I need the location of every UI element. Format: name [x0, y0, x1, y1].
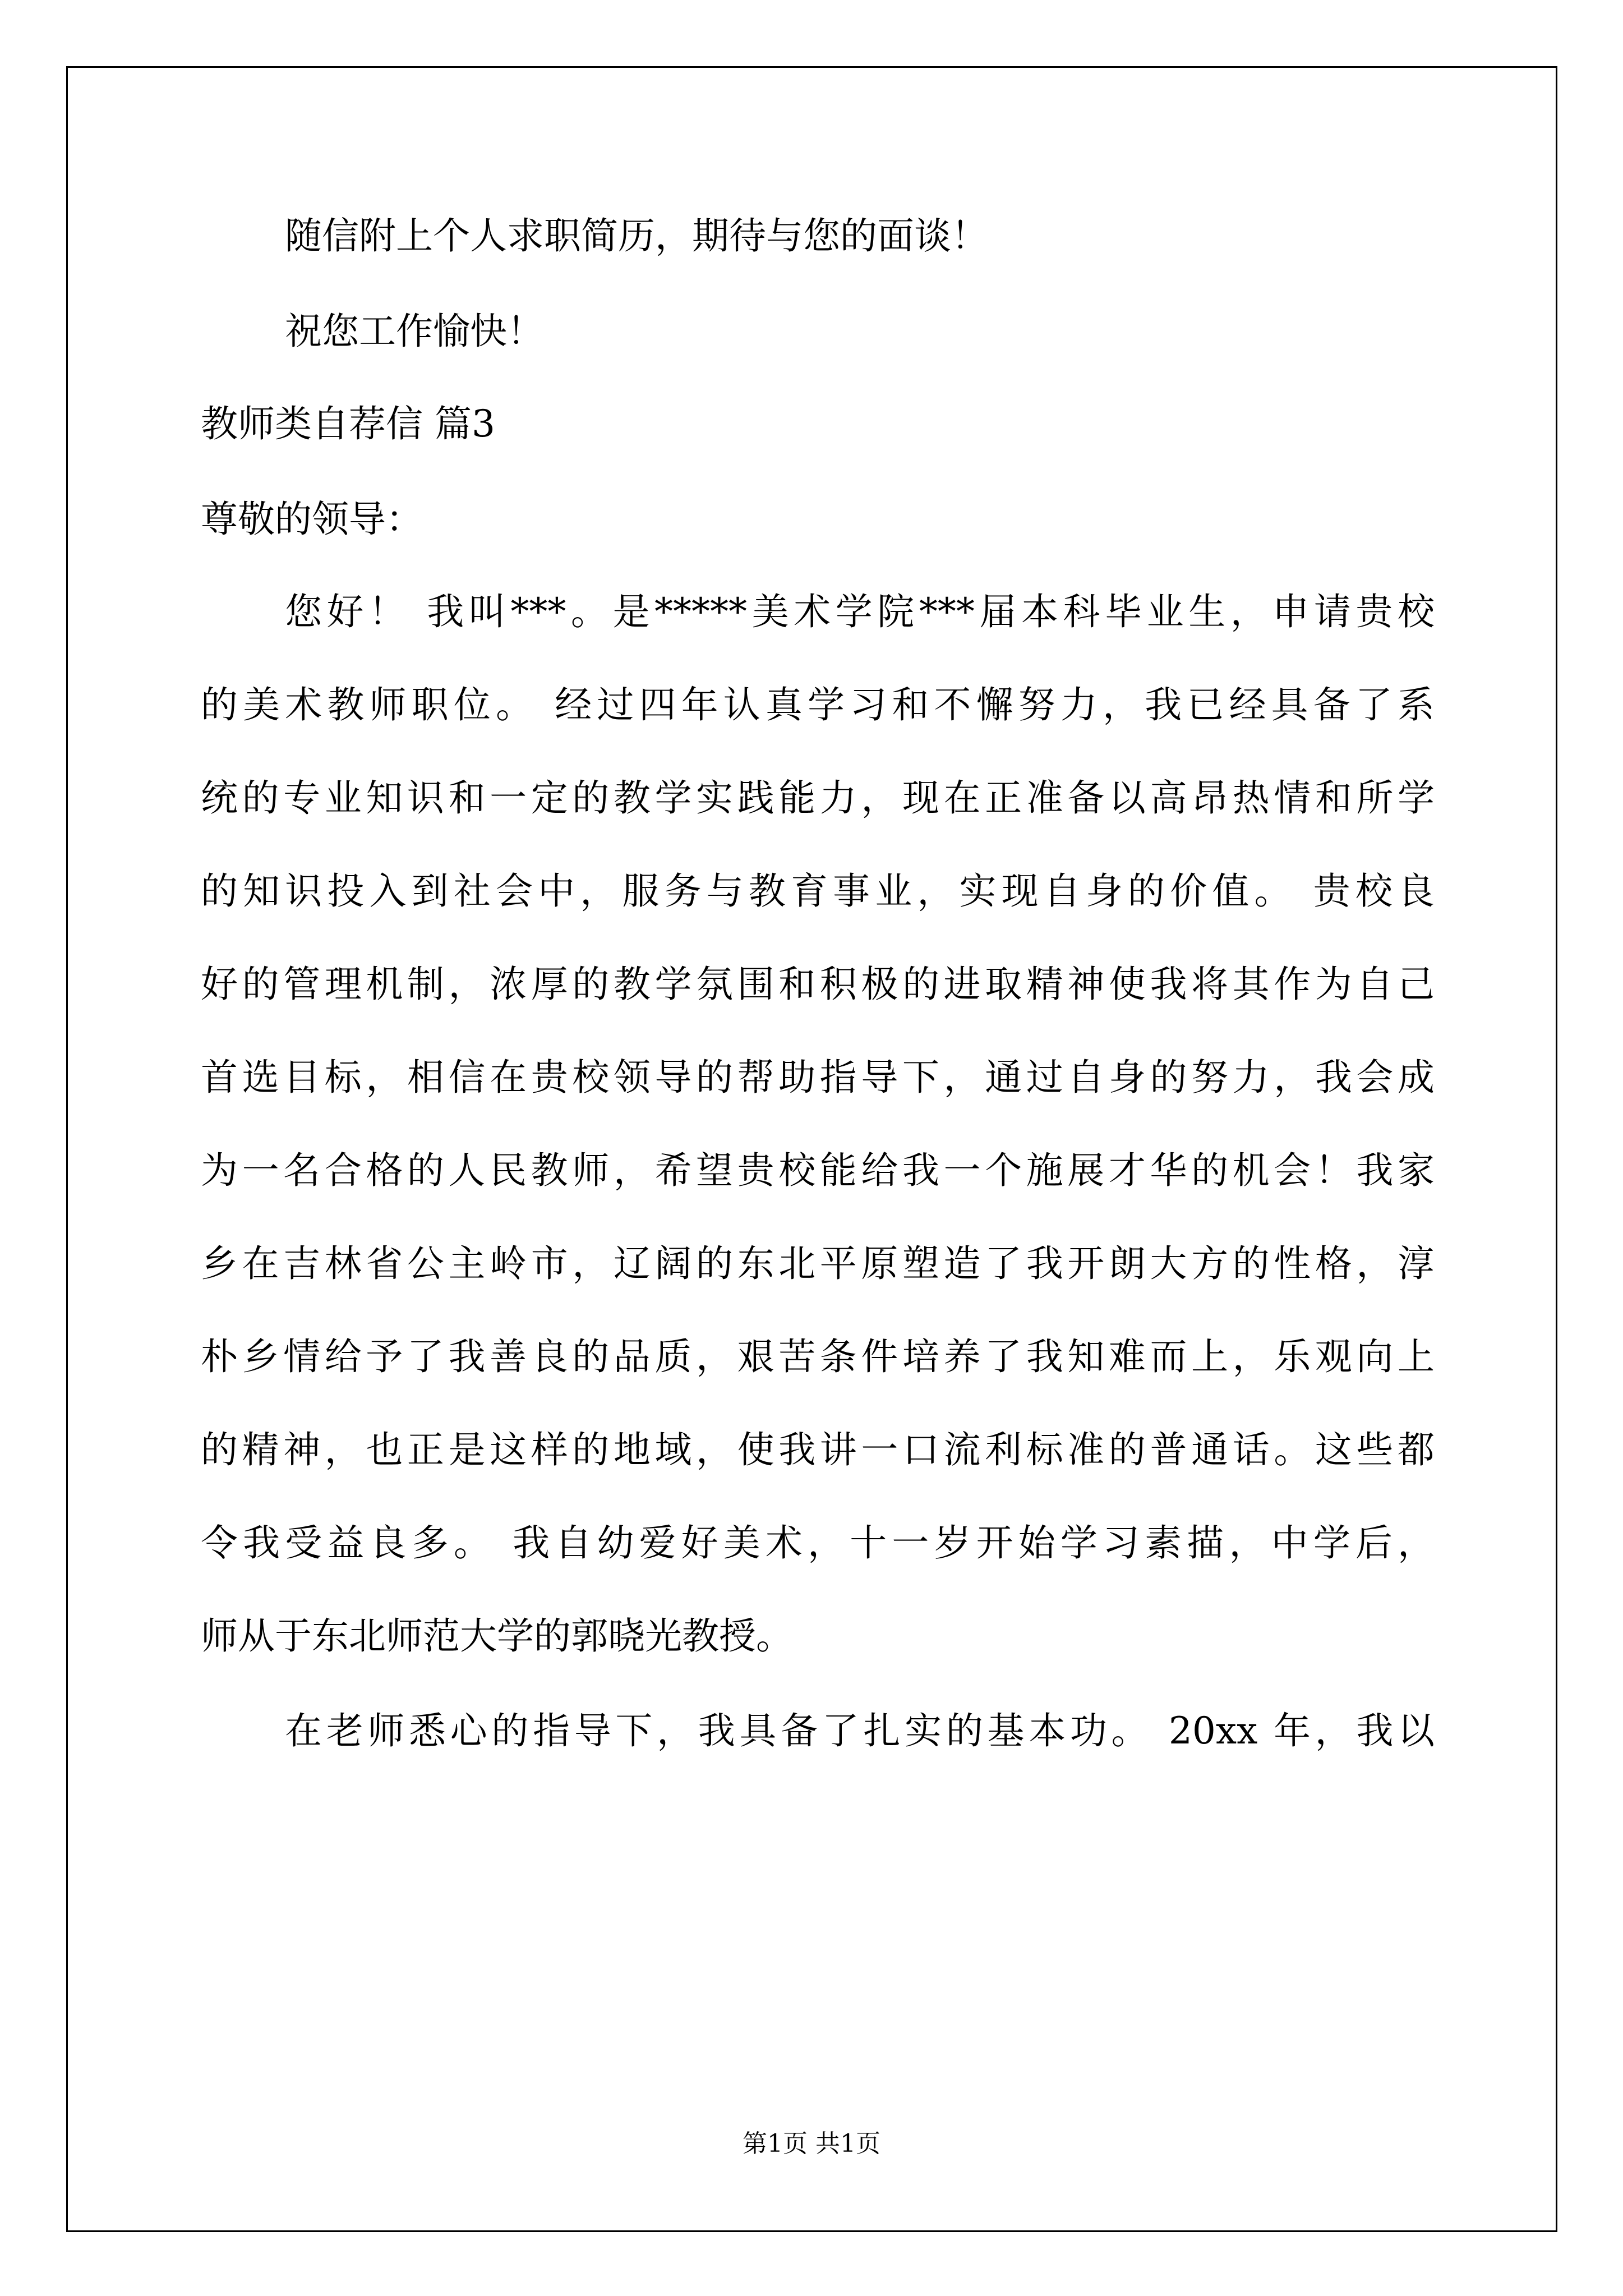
page-footer: 第1页 共1页 [743, 2129, 880, 2158]
body-line: 朴乡情给予了我善良的品质，艰苦条件培养了我知难而上，乐观向上 [201, 1335, 1435, 1378]
wish-paragraph: 祝您工作愉快！ [285, 310, 544, 353]
body-line: 好的管理机制，浓厚的教学氛围和积极的进取精神使我将其作为自己 [201, 963, 1435, 1006]
body-line: 您好！ 我叫***。是*****美术学院***届本科毕业生，申请贵校 [285, 590, 1435, 633]
body-line: 首选目标，相信在贵校领导的帮助指导下，通过自身的努力，我会成 [201, 1056, 1435, 1099]
next-paragraph: 在老师悉心的指导下，我具备了扎实的基本功。 20xx 年，我以 [285, 1709, 1435, 1752]
body-line: 师从于东北师范大学的郭晓光教授。 [201, 1614, 793, 1658]
body-line: 乡在吉林省公主岭市，辽阔的东北平原塑造了我开朗大方的性格，淳 [201, 1242, 1435, 1285]
closing-paragraph: 随信附上个人求职简历，期待与您的面谈！ [285, 214, 988, 257]
body-line: 的精神，也正是这样的地域，使我讲一口流利标准的普通话。这些都 [201, 1428, 1435, 1471]
body-line: 统的专业知识和一定的教学实践能力，现在正准备以高昂热情和所学 [201, 776, 1435, 820]
salutation: 尊敬的领导： [201, 498, 423, 541]
body-line: 为一名合格的人民教师，希望贵校能给我一个施展才华的机会！我家 [201, 1149, 1435, 1192]
section-heading: 教师类自荐信 篇3 [201, 402, 495, 445]
body-line: 的美术教师职位。 经过四年认真学习和不懈努力，我已经具备了系 [201, 683, 1435, 726]
body-line: 的知识投入到社会中，服务与教育事业，实现自身的价值。 贵校良 [201, 869, 1435, 913]
body-line: 令我受益良多。 我自幼爱好美术，十一岁开始学习素描，中学后， [201, 1521, 1435, 1565]
